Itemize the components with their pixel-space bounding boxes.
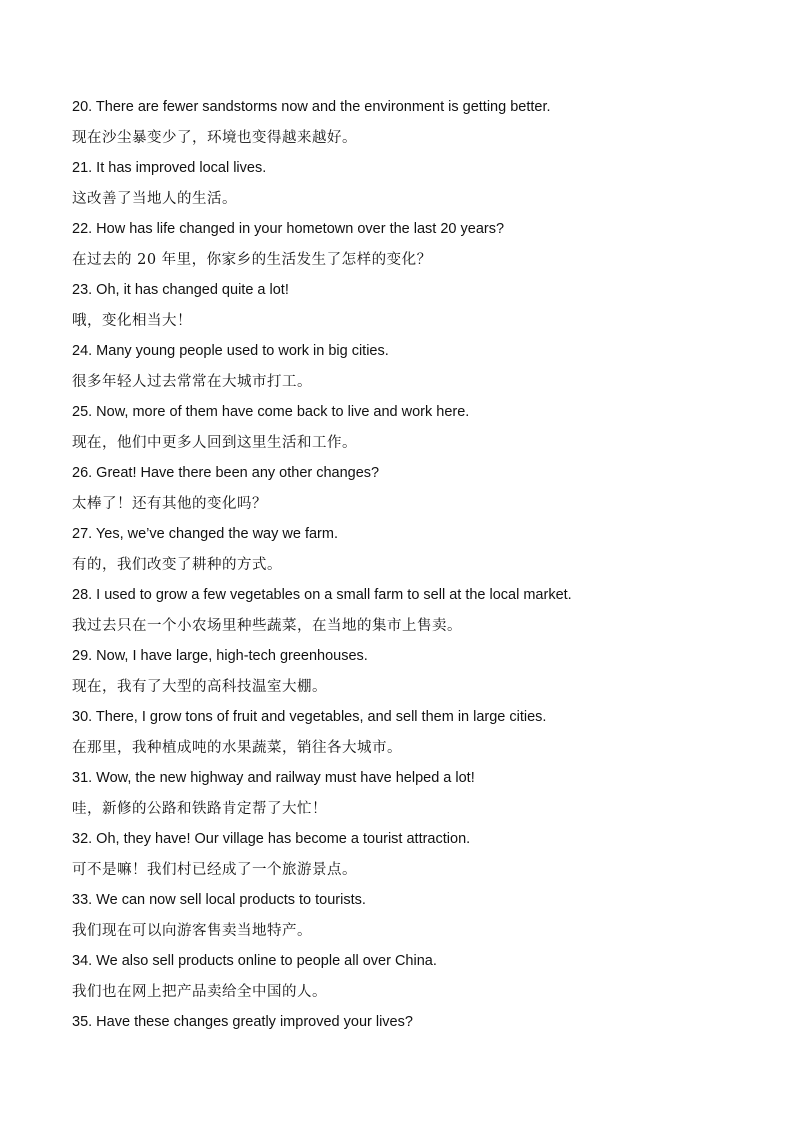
chinese-translation-line: 这改善了当地人的生活。 <box>72 190 237 207</box>
chinese-translation-line: 太棒了！还有其他的变化吗？ <box>72 495 267 512</box>
chinese-translation-line: 我过去只在一个小农场里种些蔬菜，在当地的集市上售卖。 <box>72 617 462 634</box>
english-sentence-line: 27. Yes, we’ve changed the way we farm. <box>72 526 338 542</box>
english-sentence-line: 35. Have these changes greatly improved your lives? <box>72 1014 413 1030</box>
chinese-translation-line: 现在沙尘暴变少了，环境也变得越来越好。 <box>72 129 357 146</box>
chinese-translation-line: 哦，变化相当大！ <box>72 312 192 329</box>
english-sentence-line: 22. How has life changed in your hometown over the last 20 years? <box>72 221 505 237</box>
chinese-translation-line: 我们也在网上把产品卖给全中国的人。 <box>72 983 327 1000</box>
english-sentence-line: 33. We can now sell local products to tourists. <box>72 892 366 908</box>
chinese-translation-line: 很多年轻人过去常常在大城市打工。 <box>72 373 312 390</box>
english-sentence-line: 23. Oh, it has changed quite a lot! <box>72 282 289 298</box>
sentence-list <box>72 92 772 1038</box>
english-sentence-line: 21. It has improved local lives. <box>72 160 267 176</box>
english-sentence-line: 24. Many young people used to work in big cities. <box>72 343 389 359</box>
english-sentence-line: 28. I used to grow a few vegetables on a small farm to sell at the local market. <box>72 587 572 603</box>
english-sentence-line: 26. Great! Have there been any other changes? <box>72 465 380 481</box>
english-sentence-line: 30. There, I grow tons of fruit and vegetables, and sell them in large cities. <box>72 709 547 725</box>
english-sentence-line: 25. Now, more of them have come back to live and work here. <box>72 404 470 420</box>
english-sentence-line: 34. We also sell products online to people all over China. <box>72 953 437 969</box>
english-sentence-line: 32. Oh, they have! Our village has become a tourist attraction. <box>72 831 471 847</box>
english-sentence-line: 31. Wow, the new highway and railway must have helped a lot! <box>72 770 475 786</box>
chinese-translation-line: 可不是嘛！我们村已经成了一个旅游景点。 <box>72 861 357 878</box>
chinese-translation-line: 现在，他们中更多人回到这里生活和工作。 <box>72 434 357 451</box>
chinese-translation-line: 现在，我有了大型的高科技温室大棚。 <box>72 678 327 695</box>
chinese-translation-line: 在过去的 20 年里，你家乡的生活发生了怎样的变化？ <box>72 251 432 268</box>
chinese-translation-line: 我们现在可以向游客售卖当地特产。 <box>72 922 312 939</box>
english-sentence-line: 29. Now, I have large, high-tech greenhouses. <box>72 648 368 664</box>
chinese-translation-line: 有的，我们改变了耕种的方式。 <box>72 556 282 573</box>
english-sentence-line: 20. There are fewer sandstorms now and the environment is getting better. <box>72 99 551 115</box>
chinese-translation-line: 哇，新修的公路和铁路肯定帮了大忙！ <box>72 800 327 817</box>
chinese-translation-line: 在那里，我种植成吨的水果蔬菜，销往各大城市。 <box>72 739 402 756</box>
